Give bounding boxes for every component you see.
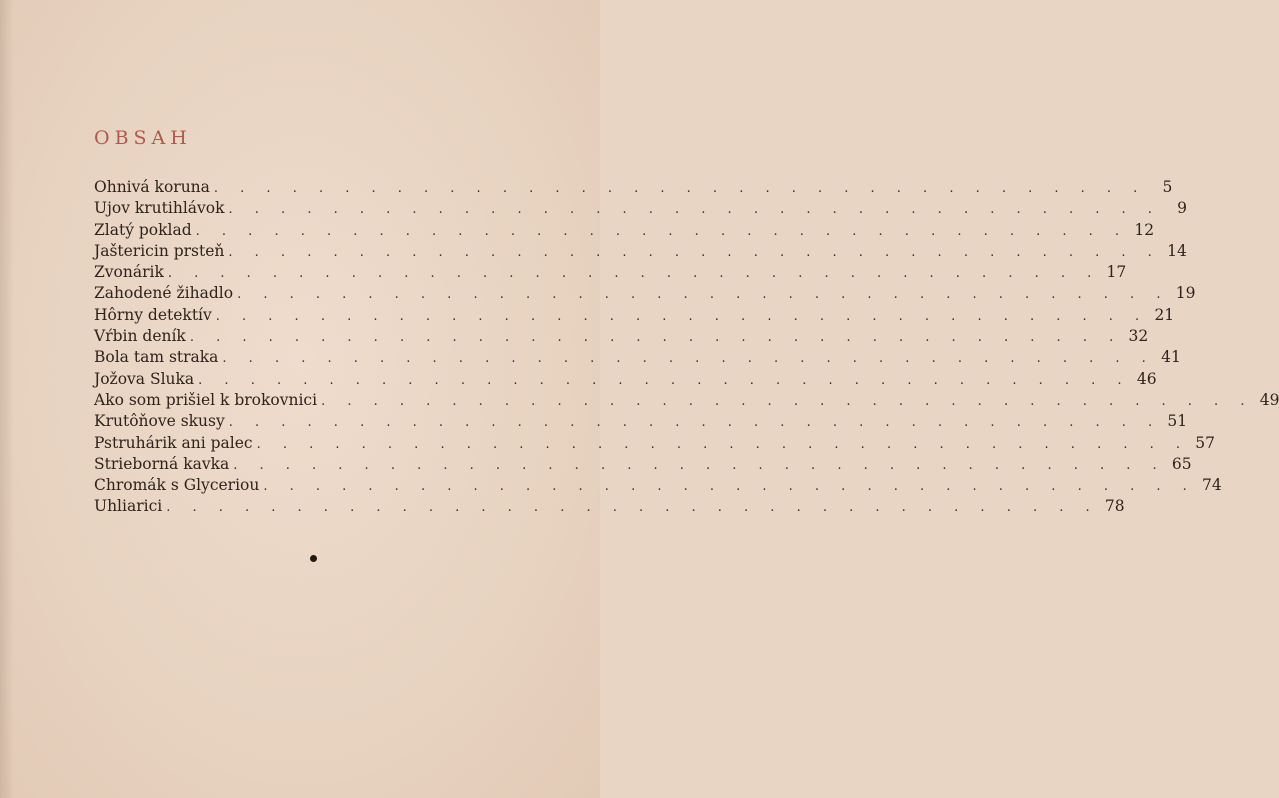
toc-entry <box>94 497 1125 518</box>
dot-leader: . . . . . . . . . . . . . . . . . . . . . . . . . . . . . . . . . . . . <box>321 393 1254 409</box>
toc-entry-page: 65 <box>1171 454 1192 473</box>
toc-entry-title: Zahodené žihadlo <box>94 284 234 303</box>
toc-entry-title: Strieborná kavka <box>94 454 230 473</box>
toc-entry-title: Krutôňove skusy <box>94 412 225 431</box>
toc-entry-page: 51 <box>1167 412 1188 431</box>
toc-entry <box>94 263 1127 284</box>
toc-entry <box>94 412 1188 433</box>
toc-entry-page: 74 <box>1202 476 1222 495</box>
dot-leader: . . . . . . . . . . . . . . . . . . . . . . . . . . . . . . . . . . . . <box>167 266 1101 282</box>
toc-entry <box>94 454 1192 476</box>
toc-entry <box>94 327 1149 348</box>
toc-entry-title: Chromák s Glyceriou <box>94 476 260 495</box>
toc-entry-page: 9 <box>1177 199 1187 218</box>
dot-leader: . . . . . . . . . . . . . . . . . . . . . . . . . . . . . . . . . . . . <box>198 372 1131 388</box>
toc-entry-page: 17 <box>1106 263 1127 282</box>
toc-entry <box>94 241 1187 263</box>
toc-entry-page: 21 <box>1154 305 1175 324</box>
toc-entry-page: 46 <box>1136 369 1157 388</box>
dot-leader: . . . . . . . . . . . . . . . . . . . . . . . . . . . . . . . . . . . . <box>195 223 1129 239</box>
toc-entry-title: Jožova Sluka <box>94 369 195 388</box>
dot-leader: . . . . . . . . . . . . . . . . . . . . . . . . . . . . . . . . . . . . <box>228 244 1161 260</box>
toc-entry <box>94 390 1279 412</box>
toc-entry-page: 78 <box>1104 497 1125 516</box>
ornament-dot <box>310 555 317 562</box>
dot-leader: . . . . . . . . . . . . . . . . . . . . . . . . . . . . . . . . . . . . <box>263 479 1196 495</box>
toc-entry-title: Ohnivá koruna <box>94 178 210 196</box>
toc-entry <box>94 433 1215 455</box>
toc-entry-page: 57 <box>1195 433 1215 452</box>
toc-entry <box>94 348 1181 369</box>
dot-leader: . . . . . . . . . . . . . . . . . . . . . . . . . . . . . . . . . . . . <box>215 308 1149 324</box>
toc-entry <box>94 305 1175 327</box>
toc-entry <box>94 199 1187 220</box>
page-title: OBSAH <box>94 126 192 149</box>
table-of-contents <box>94 178 1279 519</box>
toc-entry-page: 32 <box>1128 327 1149 346</box>
toc-entry-title: Jaštericin prsteň <box>94 241 225 260</box>
toc-entry-title: Hôrny detektív <box>94 305 212 324</box>
toc-entry-title: Uhliarici <box>94 497 163 516</box>
spine-shadow <box>0 0 14 798</box>
toc-entry-title: Zlatý poklad <box>94 220 192 239</box>
dot-leader: . . . . . . . . . . . . . . . . . . . . . . . . . . . . . . . . . . . . <box>256 436 1189 452</box>
toc-entry-title: Ujov krutihlávok <box>94 199 225 218</box>
toc-entry-title: Bola tam straka <box>94 348 219 367</box>
toc-entry-page: 5 <box>1162 178 1173 196</box>
toc-entry-title: Vŕbin deník <box>94 327 186 346</box>
toc-entry-page: 12 <box>1134 220 1155 239</box>
toc-entry <box>94 369 1157 391</box>
dot-leader: . . . . . . . . . . . . . . . . . . . . . . . . . . . . . . . . . . . . <box>213 181 1147 196</box>
dot-leader: . . . . . . . . . . . . . . . . . . . . . . . . . . . . . . . . . . . . <box>222 351 1155 367</box>
toc-entry-title: Pstruhárik ani palec <box>94 433 253 452</box>
dot-leader: . . . . . . . . . . . . . . . . . . . . . . . . . . . . . . . . . . . . <box>166 500 1099 516</box>
dot-leader: . . . . . . . . . . . . . . . . . . . . . . . . . . . . . . . . . . . . <box>189 330 1123 346</box>
toc-entry <box>94 178 1173 199</box>
toc-entry-page: 19 <box>1175 284 1196 303</box>
dot-leader: . . . . . . . . . . . . . . . . . . . . . . . . . . . . . . . . . . . . <box>233 457 1166 473</box>
toc-entry <box>94 284 1196 305</box>
dot-leader: . . . . . . . . . . . . . . . . . . . . . . . . . . . . . . . . . . . . <box>228 415 1162 431</box>
toc-entry-title: Zvonárik <box>94 263 164 282</box>
toc-entry-page: 41 <box>1161 348 1181 367</box>
toc-entry-title: Ako som prišiel k brokovnici <box>94 390 318 409</box>
toc-entry-page: 49 <box>1259 390 1279 409</box>
toc-entry <box>94 220 1155 242</box>
toc-entry <box>94 476 1222 497</box>
dot-leader: . . . . . . . . . . . . . . . . . . . . . . . . . . . . . . . . . . . . <box>228 202 1161 218</box>
toc-entry-page: 14 <box>1167 241 1187 260</box>
dot-leader: . . . . . . . . . . . . . . . . . . . . . . . . . . . . . . . . . . . . <box>237 287 1170 303</box>
